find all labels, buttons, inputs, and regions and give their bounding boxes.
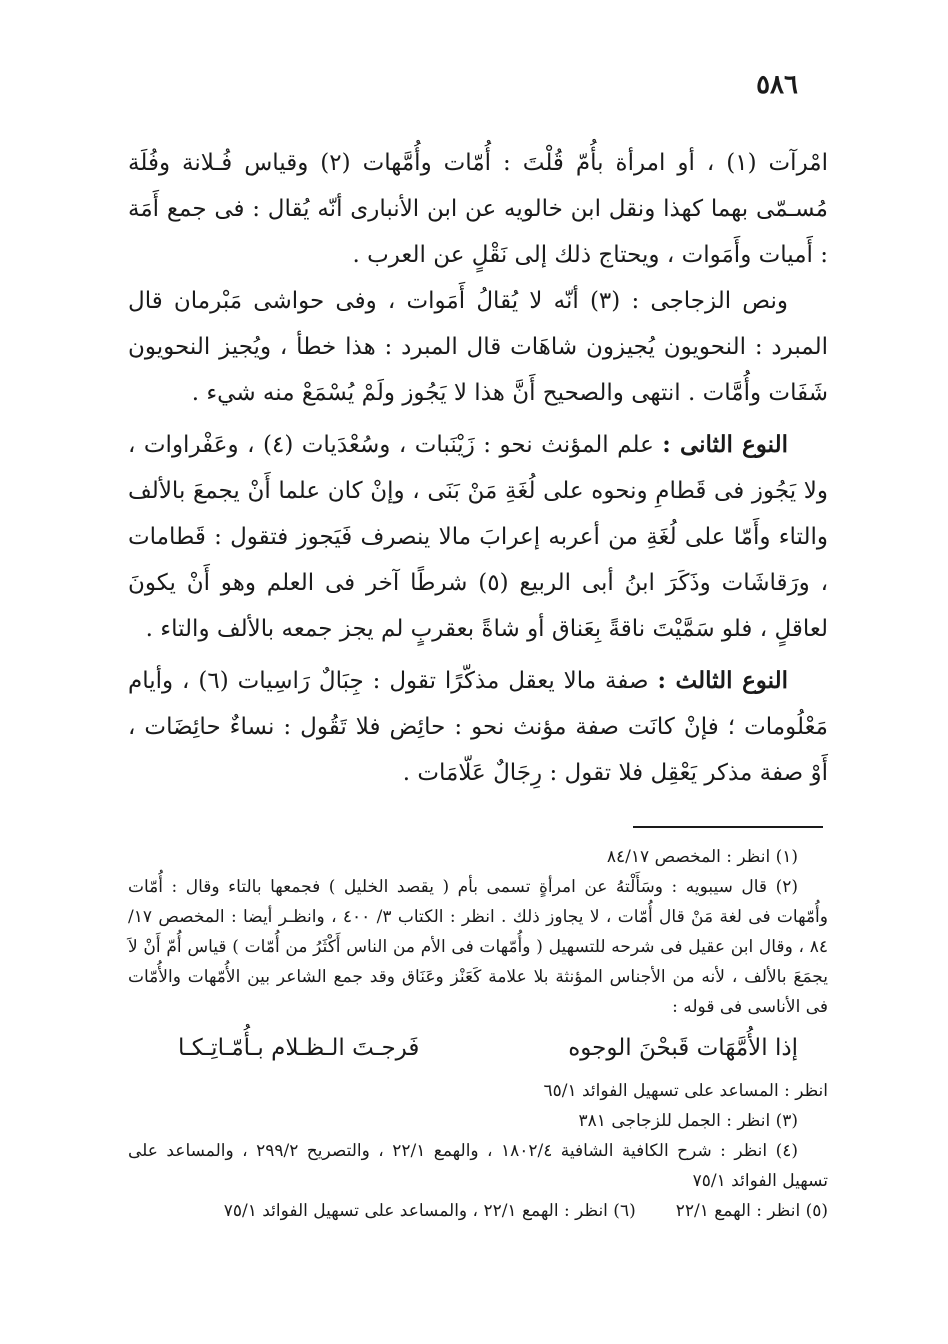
footnote-divider <box>633 826 823 828</box>
section-term-second: النوع الثانى : <box>662 431 788 458</box>
footnote-2: (٢) قال سيبويه : وسَأَلْتهُ عن امرأةٍ تسمى بأم ( يقصد الخليل ) فجمعها بالتاء وقال : أُمّات وأُمّهات فى لغة مَنْ قال أُمّات ، لا يجاوز ذلك . انظر : الكتاب ٣/ ٤٠٠ ، وانظـر أيضا : المخصص ١٧/ ٨٤ ، وقال ابن عقيل فى شرحه للتسهيل ( وأُمّهات فى الأم من الناس أَكْثَرُ من أُمّات ) قياس أُمّ أَنْ لاَ يجمَعَ بالألف ، لأنه من الأجناس المؤنثة بلا علامة كَعَنْز وعَنَاق وقد جمع الشاعر بين الأُمّهات والأُمّات فى الأناسى فى قوله : <box>128 877 828 1017</box>
verse-second-hemistich: فَرجـتَ الـظـلام بـأُمّـاتِـكـا <box>178 1035 420 1061</box>
verse-line <box>178 1028 798 1068</box>
paragraph-4-text: صفة مالا يعقل مذكّرًا تقول : جِبَالٌ رَاسِيات (٦) ، وأيام مَعْلُومات ؛ فإنْ كانَت صفة مؤنث نحو : حائِض فلا تَقُول : نساءٌ حائِضَات ، أَوْ صفة مذكر يَعْقِل فلا تقول : رِجَالٌ عَلّامَات . <box>128 668 828 786</box>
footnotes <box>128 842 828 1226</box>
paragraph-3 <box>128 422 828 652</box>
verse-first-hemistich: إذا الأُمَّهَات قَبحْنَ الوجوه <box>568 1035 798 1061</box>
footnote-5: (٥) انظر : الهمع ٢٢/١ <box>675 1201 828 1221</box>
page-number: ٥٨٦ <box>756 70 798 100</box>
paragraph-2: ونص الزجاجى : (٣) أنّه لا يُقالُ أَمَوات ، وفى حواشى مَبْرمان قال المبرد : النحويون يُجيزون شاهَات قال المبرد : هذا خطأ ، ويُجيز النحويون شَفَات وأُمَّات . انتهى والصحيح أَنَّ هذا لا يَجُوز ولَمْ يُسْمَعْ منه شيء . <box>128 288 828 406</box>
footnote-3: (٣) انظر : الجمل للزجاجى ٣٨١ <box>578 1111 798 1131</box>
footnote-2-source: انظر : المساعد على تسهيل الفوائد ٦٥/١ <box>543 1081 828 1101</box>
paragraph-3-text: علم المؤنث نحو : زَيْنَبات ، وسُعْدَيات (٤) ، وعَفْراوات ، ولا يَجُوز فى قَطامِ ونحوه على لُغَةِ مَنْ بَنَى ، وإنْ كان علما أَنْ يجمعَ بالألف والتاء وأَمّا على لُغَةِ من أعربه إعرابَ مالا ينصرف فَيَجوز فتقول : قَطامات ، ورَقاشَات وذَكَرَ ابنُ أبى الربيع (٥) شرطًا آخر فى العلم وهو أَنْ يكونَ لعاقلٍ ، فلو سَمَّيْتَ ناقةً بِعَناق أو شاةً بعقربٍ لم يجز جمعه بالألف والتاء . <box>128 432 828 642</box>
paragraph-4 <box>128 658 828 796</box>
footnote-4: (٤) انظر : شرح الكافية الشافية ١٨٠٢/٤ ، والهمع ٢٢/١ ، والتصريح ٢٩٩/٢ ، والمساعد على تسهيل الفوائد ٧٥/١ <box>128 1141 828 1191</box>
paragraph-1: امْرآت (١) ، أو امرأة بأُمّ قُلْتَ : أُمّات وأُمَّهات (٢) وقياس فُـلانة وفُلَة مُسـمّى بهما كهذا ونقل ابن خالويه عن ابن الأنبارى أنّه يُقال : فى جمع أَمَة : أَميات وأَمَوات ، ويحتاج ذلك إلى نَقْلٍ عن العرب . <box>128 150 828 268</box>
section-term-third: النوع الثالث : <box>657 667 789 694</box>
footnote-6: (٦) انظر : الهمع ٢٢/١ ، والمساعد على تسهيل الفوائد ٧٥/١ <box>223 1201 636 1221</box>
main-text <box>128 140 828 796</box>
footnotes-5-6-row <box>128 1196 828 1226</box>
footnote-1: (١) انظر : المخصص ٨٤/١٧ <box>606 847 798 867</box>
